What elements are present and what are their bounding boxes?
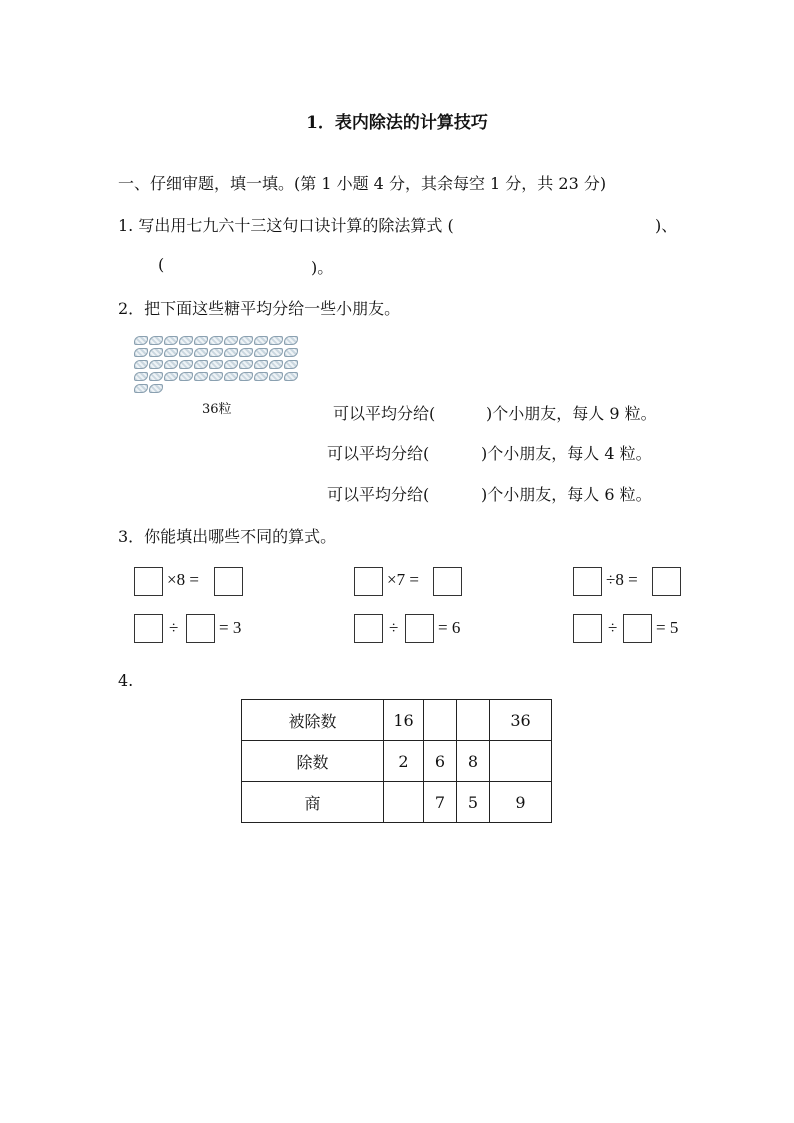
operator-text: ×7 =: [387, 570, 419, 589]
share-sentence-1-b: )个小朋友，每人 9 粒。: [486, 404, 657, 423]
candy-row: [134, 372, 298, 381]
table-row: [242, 782, 552, 823]
answer-box[interactable]: [134, 614, 163, 643]
question-1-line-1: [118, 213, 454, 236]
share-sentence-3-b: )个小朋友，每人 6 粒。: [481, 485, 652, 504]
question-1-close: )、: [655, 216, 678, 235]
table-row: [242, 700, 552, 741]
candy-row: [134, 348, 298, 357]
answer-box[interactable]: [354, 614, 383, 643]
table-cell: 2: [384, 741, 424, 782]
table-cell: 7: [424, 782, 457, 823]
page-title: 1．表内除法的计算技巧: [306, 113, 488, 133]
answer-box[interactable]: [186, 614, 215, 643]
divide-sign: ÷: [169, 618, 179, 637]
answer-box[interactable]: [573, 614, 602, 643]
result-text: = 3: [219, 618, 242, 637]
table-cell[interactable]: [457, 700, 490, 741]
table-cell: 9: [490, 782, 552, 823]
answer-box[interactable]: [405, 614, 434, 643]
table-cell: 被除数: [242, 700, 384, 741]
candy-caption: 36粒: [202, 402, 232, 417]
table-cell: 商: [242, 782, 384, 823]
table-cell: 16: [384, 700, 424, 741]
question-4-label: 4.: [118, 671, 134, 690]
question-3-prompt: 3．你能填出哪些不同的算式。: [118, 527, 337, 546]
question-2-prompt: 2．把下面这些糖平均分给一些小朋友。: [118, 299, 401, 318]
result-text: = 5: [656, 618, 679, 637]
answer-box[interactable]: [354, 567, 383, 596]
table-cell[interactable]: [384, 782, 424, 823]
share-sentence-3-a: 可以平均分给(: [327, 485, 430, 504]
table-cell[interactable]: [490, 741, 552, 782]
answer-box[interactable]: [652, 567, 681, 596]
section-heading: 一、仔细审题，填一填。(第 1 小题 4 分，其余每空 1 分，共 23 分): [118, 174, 607, 193]
table-cell[interactable]: [424, 700, 457, 741]
divide-sign: ÷: [608, 618, 618, 637]
table-cell: 36: [490, 700, 552, 741]
table-row: [242, 741, 552, 782]
table-cell: 除数: [242, 741, 384, 782]
candy-image: [134, 336, 304, 416]
table-cell: 8: [457, 741, 490, 782]
answer-box[interactable]: [573, 567, 602, 596]
share-sentence-2-a: 可以平均分给(: [327, 444, 430, 463]
table-cell: 5: [457, 782, 490, 823]
result-text: = 6: [438, 618, 461, 637]
candy-row: [134, 336, 298, 345]
question-1-open-2: (: [158, 255, 165, 274]
question-1-close-2: )。: [311, 258, 334, 277]
division-table: [241, 699, 552, 823]
answer-box[interactable]: [214, 567, 243, 596]
divide-sign: ÷: [389, 618, 399, 637]
candy-row: [134, 360, 298, 369]
answer-box[interactable]: [623, 614, 652, 643]
question-1-text: 1. 写出用七九六十三这句口诀计算的除法算式 (: [118, 216, 454, 235]
table-cell: 6: [424, 741, 457, 782]
operator-text: ×8 =: [167, 570, 199, 589]
share-sentence-2-b: )个小朋友，每人 4 粒。: [481, 444, 652, 463]
answer-box[interactable]: [134, 567, 163, 596]
operator-text: ÷8 =: [606, 570, 638, 589]
candy-row: [134, 384, 163, 393]
answer-box[interactable]: [433, 567, 462, 596]
share-sentence-1-a: 可以平均分给(: [333, 404, 436, 423]
